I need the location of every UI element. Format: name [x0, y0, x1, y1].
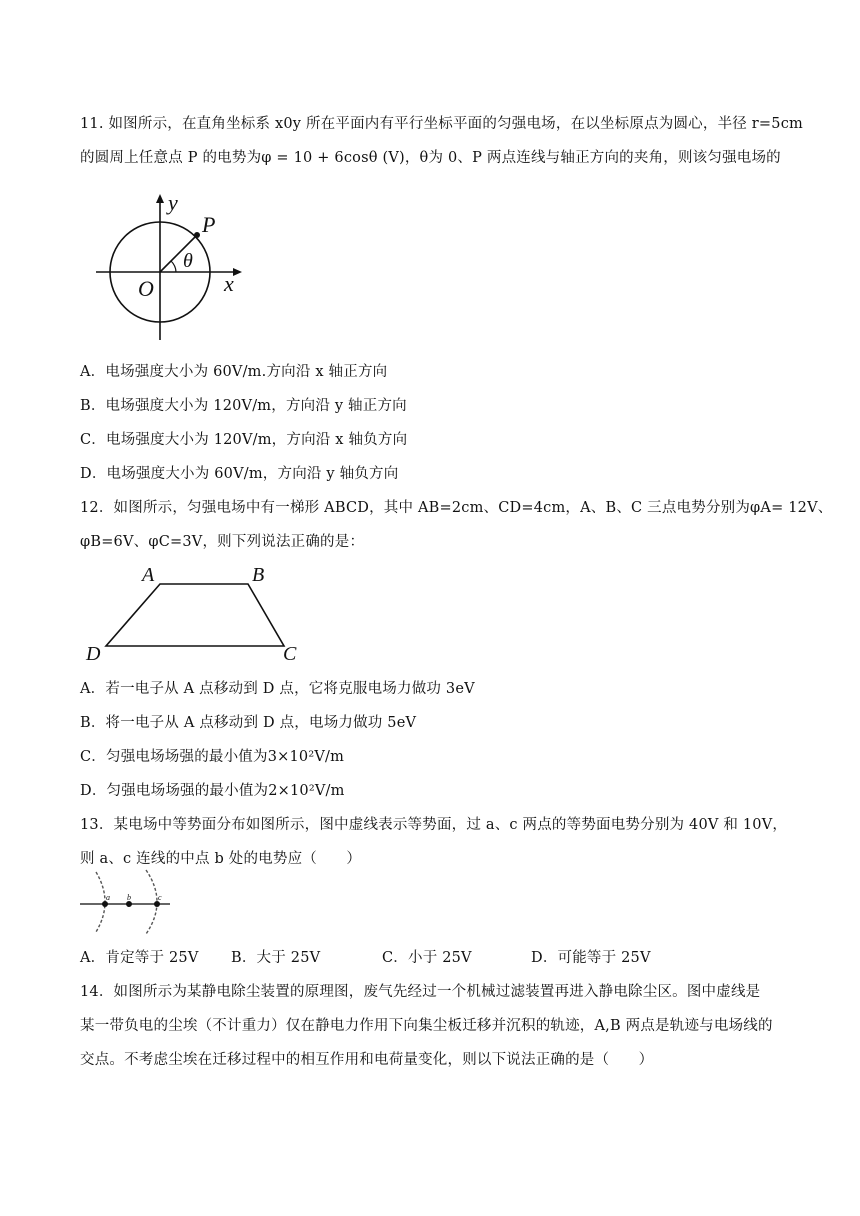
- p-label: P: [202, 212, 216, 237]
- q12-option-c: C．匀强电场场强的最小值为3×10²V/m: [80, 749, 345, 765]
- q13-option-c: C．小于 25V: [382, 950, 472, 966]
- q14-stem-line-2: 某一带负电的尘埃（不计重力）仅在静电力作用下向集尘板迁移并沉积的轨迹，A,B 两点是轨迹与电场线的: [80, 1018, 773, 1034]
- theta-label: θ: [183, 250, 193, 272]
- q11-option-a: A．电场强度大小为 60V/m.方向沿 x 轴正方向: [80, 364, 388, 380]
- q11-option-b: B．电场强度大小为 120V/m，方向沿 y 轴正方向: [80, 398, 407, 414]
- q13-option-d: D．可能等于 25V: [531, 950, 651, 966]
- q11-option-d: D．电场强度大小为 60V/m，方向沿 y 轴负方向: [80, 466, 399, 482]
- x-axis-arrow: [233, 268, 242, 276]
- label-d: D: [86, 643, 101, 664]
- q13-stem-line-1: 13．某电场中等势面分布如图所示，图中虚线表示等势面，过 a、c 两点的等势面电势分别为 40V 和 10V，: [80, 817, 788, 833]
- label-c: c: [158, 893, 162, 902]
- q11-option-c: C．电场强度大小为 120V/m，方向沿 x 轴负方向: [80, 432, 408, 448]
- label-b: B: [252, 564, 265, 586]
- label-a: A: [142, 564, 155, 586]
- q14-stem-line-3: 交点。不考虑尘埃在迁移过程中的相互作用和电荷量变化，则以下说法正确的是（ ）: [80, 1052, 654, 1068]
- label-b: b: [127, 893, 131, 902]
- q11-circle-diagram: [92, 190, 252, 346]
- q12-stem-line-2: φB=6V、φC=3V，则下列说法正确的是：: [80, 534, 365, 550]
- theta-arc: [171, 261, 176, 272]
- q11-stem-line-2: 的圆周上任意点 P 的电势为φ = 10 + 6cosθ (V)，θ为 0、P 两点连线与轴正方向的夹角，则该匀强电场的: [80, 150, 781, 166]
- q13-equipotential-diagram: [78, 868, 174, 936]
- q12-option-a: A．若一电子从 A 点移动到 D 点，它将克服电场力做功 3eV: [80, 681, 475, 697]
- q13-stem-line-2: 则 a、c 连线的中点 b 处的电势应（ ）: [80, 851, 362, 867]
- y-label: y: [168, 190, 178, 215]
- x-label: x: [224, 271, 234, 296]
- y-axis-arrow: [156, 194, 164, 203]
- q12-option-b: B．将一电子从 A 点移动到 D 点，电场力做功 5eV: [80, 715, 417, 731]
- label-c: C: [283, 643, 297, 664]
- q13-option-b: B．大于 25V: [231, 950, 321, 966]
- label-a: a: [106, 893, 110, 902]
- q13-options-row: [80, 946, 651, 967]
- q13-option-a: A．肯定等于 25V: [80, 950, 199, 966]
- q11-stem-line-1: 11. 如图所示，在直角坐标系 x0y 所在平面内有平行坐标平面的匀强电场，在以坐标原点为圆心，半径 r=5cm: [80, 116, 803, 132]
- point-p: [194, 232, 200, 238]
- q12-option-d: D．匀强电场场强的最小值为2×10²V/m: [80, 783, 345, 799]
- trapezoid: [106, 584, 284, 646]
- o-label: O: [138, 276, 154, 301]
- q14-stem-line-1: 14．如图所示为某静电除尘装置的原理图，废气先经过一个机械过滤装置再进入静电除尘区。图中虚线是: [80, 984, 761, 1000]
- q12-trapezoid-diagram: [80, 562, 310, 664]
- q12-stem-line-1: 12．如图所示，匀强电场中有一梯形 ABCD，其中 AB=2cm、CD=4cm，A、B、C 三点电势分别为φA= 12V、: [80, 500, 833, 516]
